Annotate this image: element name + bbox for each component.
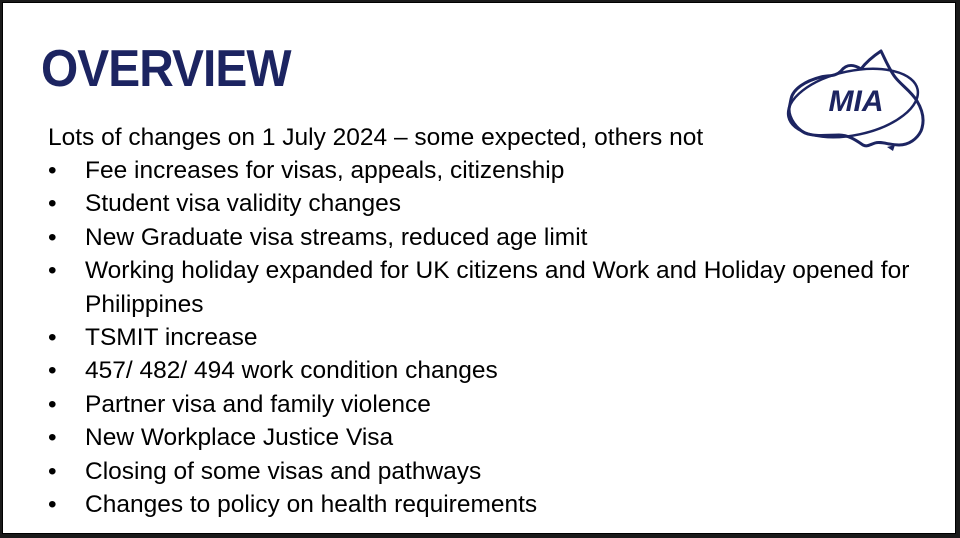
list-item [48, 221, 938, 254]
bullet-icon: • [48, 491, 57, 519]
bullet-text: Closing of some visas and pathways [85, 457, 482, 485]
slide [2, 2, 956, 534]
bullet-text: New Workplace Justice Visa [85, 424, 394, 452]
bullet-icon: • [48, 457, 57, 485]
list-item [48, 455, 938, 488]
bullet-text: Working holiday expanded for UK citizens and Work and Holiday opened for Philippines [85, 257, 910, 318]
bullet-icon: • [48, 190, 57, 218]
list-item [48, 321, 938, 354]
bullet-icon: • [48, 357, 57, 385]
bullet-icon: • [48, 157, 57, 184]
bullet-text: 457/ 482/ 494 work condition changes [85, 357, 498, 385]
bullet-icon: • [48, 223, 57, 251]
list-item [48, 488, 938, 521]
bullet-text: Changes to policy on health requirements [85, 491, 538, 519]
bullet-text: TSMIT increase [85, 324, 258, 352]
list-item [48, 154, 938, 187]
bullet-icon: • [48, 257, 57, 285]
australia-map-logo-icon [783, 47, 929, 151]
list-item [48, 388, 938, 421]
bullet-list [48, 154, 938, 521]
mia-logo [783, 47, 929, 151]
bullet-text: Partner visa and family violence [85, 390, 431, 418]
list-item [48, 187, 938, 220]
list-item [48, 421, 938, 454]
bullet-icon: • [48, 390, 57, 418]
logo-text: MIA [828, 85, 884, 118]
intro-text: Lots of changes on 1 July 2024 – some expected, others not [48, 124, 704, 151]
bullet-icon: • [48, 324, 57, 352]
list-item [48, 254, 938, 321]
bullet-text: Fee increases for visas, appeals, citizenship [85, 157, 565, 184]
bullet-icon: • [48, 424, 57, 452]
bullet-text: Student visa validity changes [85, 190, 401, 218]
slide-title: OVERVIEW [41, 40, 291, 98]
list-item [48, 354, 938, 387]
bullet-text: New Graduate visa streams, reduced age limit [85, 223, 588, 251]
